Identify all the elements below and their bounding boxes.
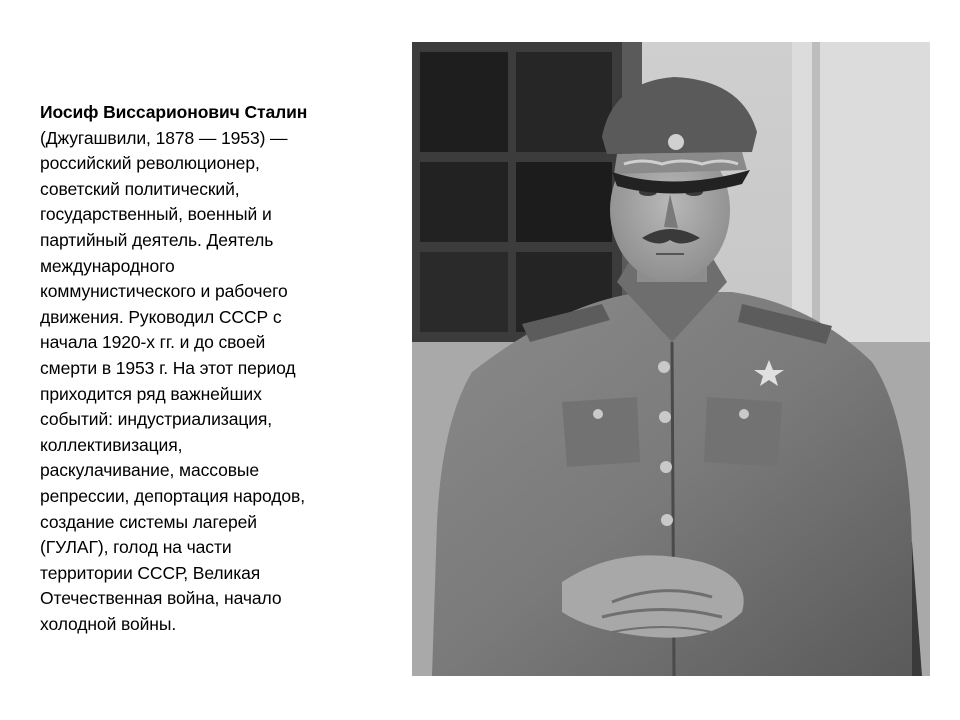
text-line: событий: индустриализация, xyxy=(40,409,273,430)
text-line: приходится ряд важнейших xyxy=(40,383,262,404)
text-line: государственный, военный и xyxy=(40,204,272,225)
text-line: Отечественная война, начало xyxy=(40,588,282,609)
text-line: движения. Руководил СССР с xyxy=(40,306,282,327)
text-line: советский политический, xyxy=(40,178,240,199)
text-line: создание системы лагерей xyxy=(40,511,257,532)
text-line: российский революционер, xyxy=(40,153,260,174)
text-line: холодной войны. xyxy=(40,613,177,634)
text-line: (Джугашвили, 1878 — 1953) — xyxy=(40,127,288,148)
biography-text xyxy=(40,100,370,637)
text-line: партийный деятель. Деятель xyxy=(40,229,274,250)
text-line: репрессии, депортация народов, xyxy=(40,485,305,506)
portrait-photo xyxy=(412,42,930,676)
text-line: коллективизация, xyxy=(40,434,183,455)
text-line: (ГУЛАГ), голод на части xyxy=(40,537,232,558)
portrait-illustration xyxy=(412,42,930,676)
biography-title: Иосиф Виссарионович Сталин xyxy=(40,102,308,122)
text-line: начала 1920-х гг. и до своей xyxy=(40,332,266,353)
text-line: международного xyxy=(40,255,175,276)
text-line: территории СССР, Великая xyxy=(40,562,261,583)
text-line: коммунистического и рабочего xyxy=(40,281,288,302)
text-line: смерти в 1953 г. На этот период xyxy=(40,357,296,378)
text-line: раскулачивание, массовые xyxy=(40,460,260,481)
